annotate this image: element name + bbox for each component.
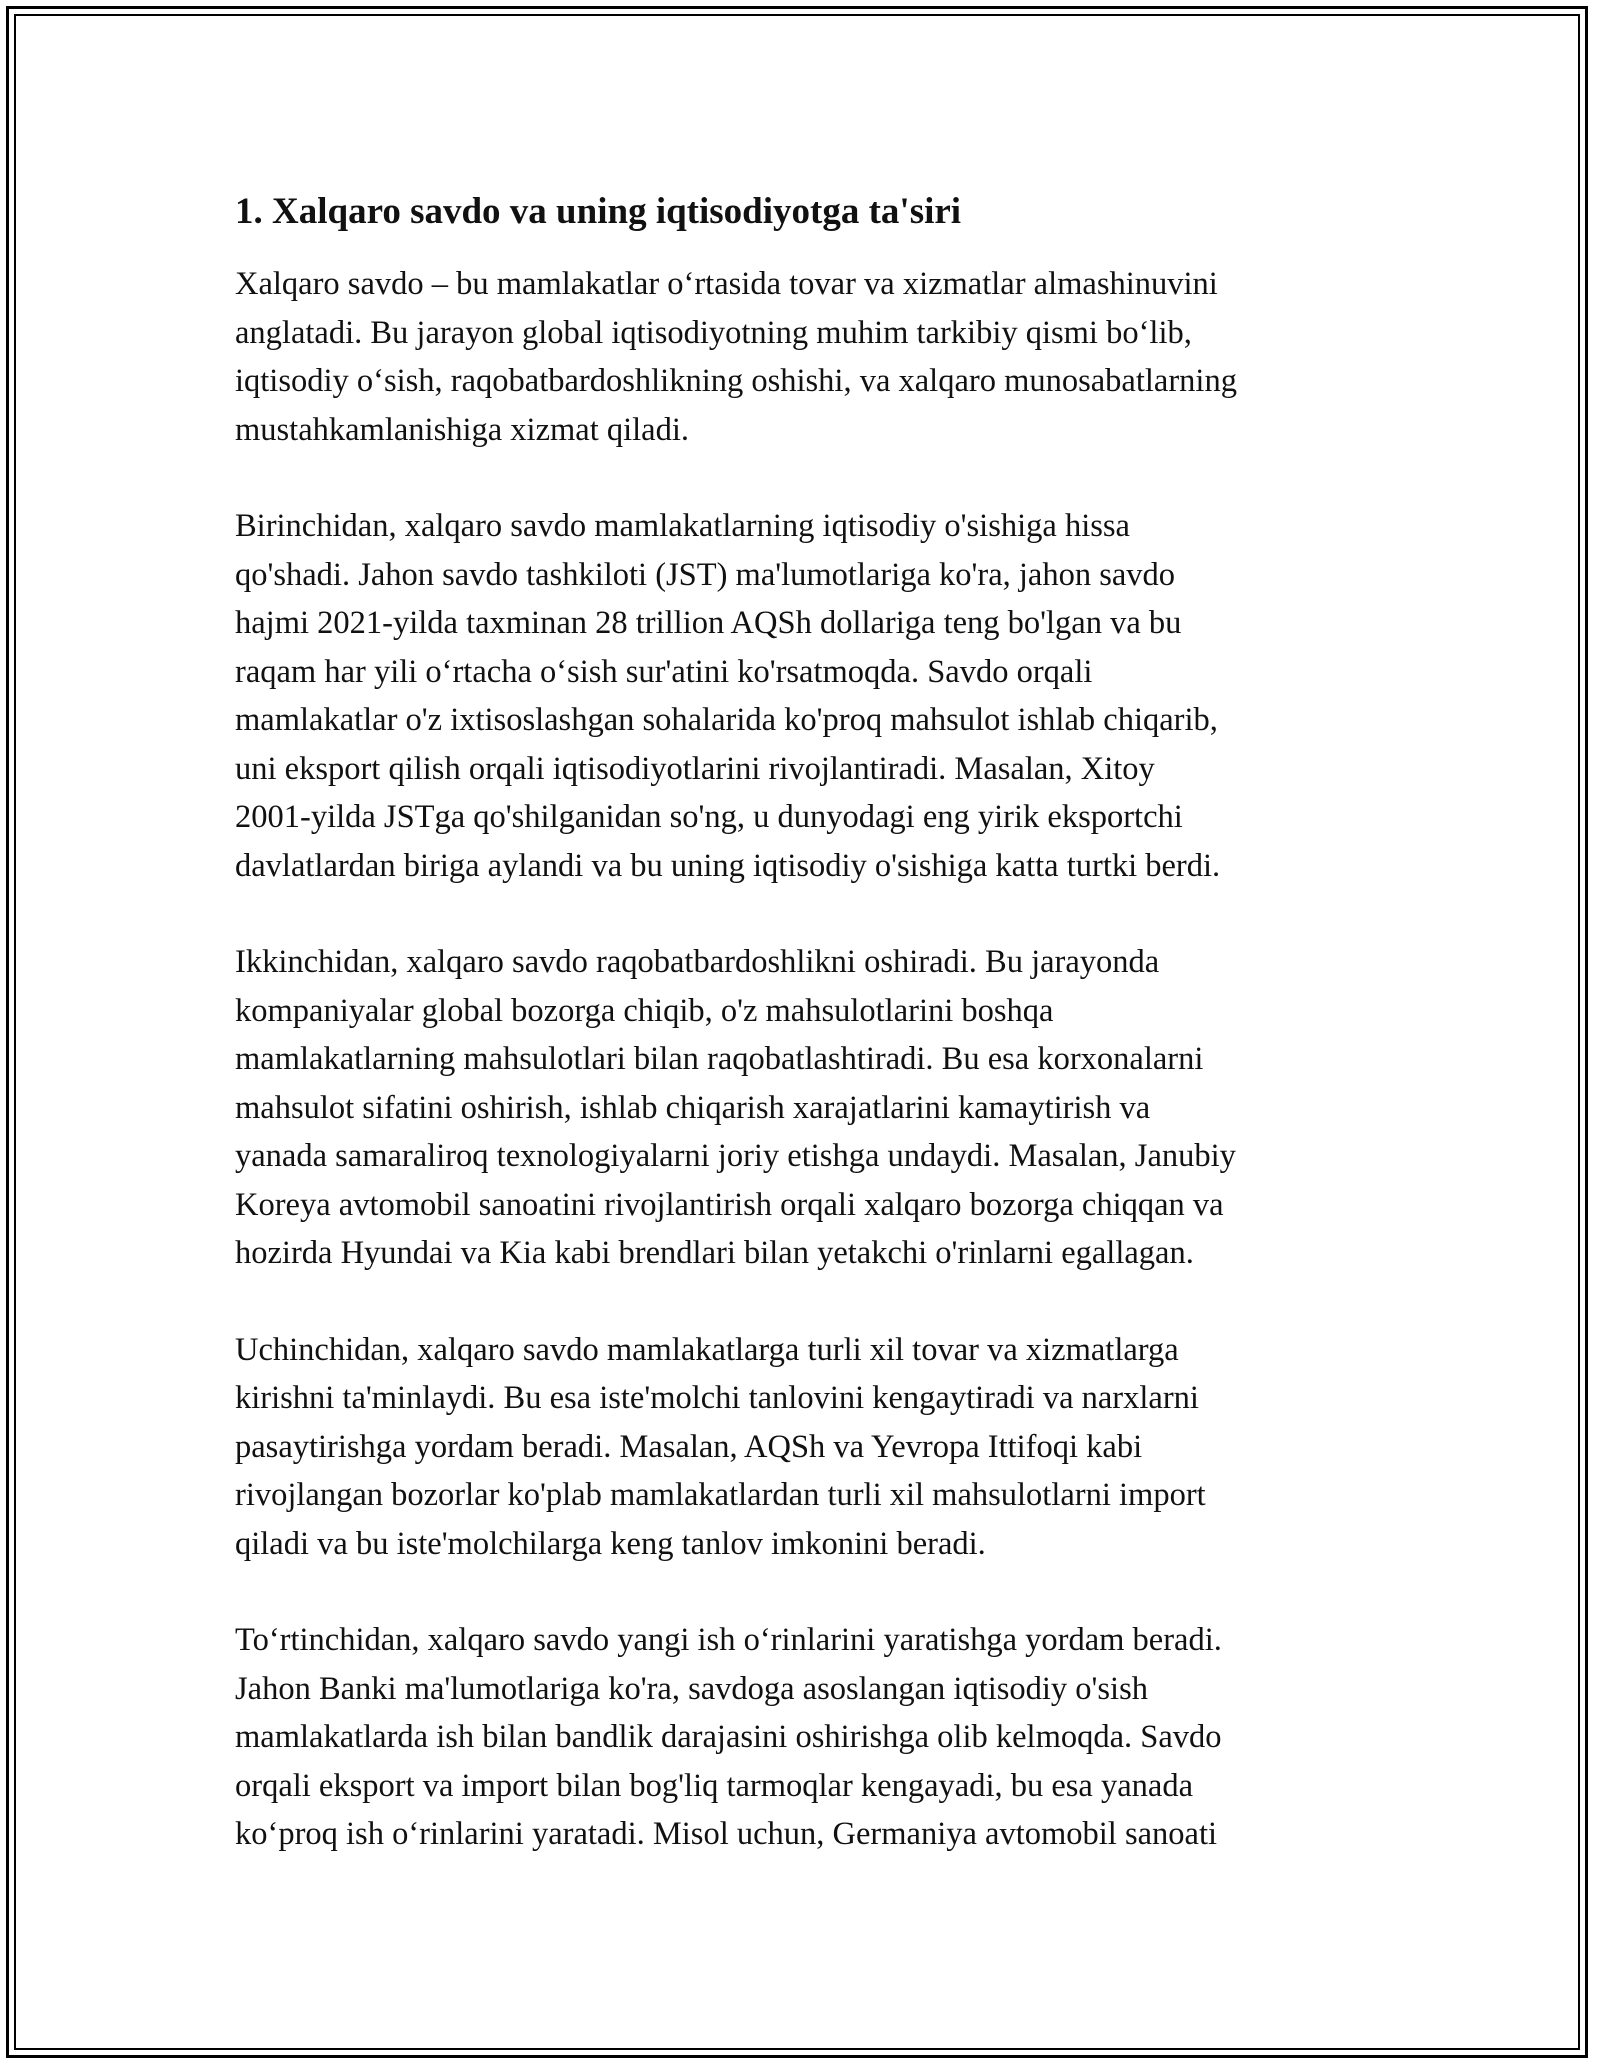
text-line: mamlakatlarda ish bilan bandlik darajasini oshirishga olib kelmoqda. Savdo bbox=[235, 1719, 1222, 1755]
text-line: kirishni ta'minlaydi. Bu esa iste'molchi tanlovini kengaytiradi va narxlarni bbox=[235, 1380, 1199, 1416]
paragraph-second-point bbox=[235, 938, 1385, 1278]
paragraph-third-point bbox=[235, 1326, 1385, 1569]
text-line: uni eksport qilish orqali iqtisodiyotlarini rivojlantiradi. Masalan, Xitoy bbox=[235, 750, 1155, 787]
text-line: Xalqaro savdo – bu mamlakatlar o‘rtasida tovar va xizmatlar almashinuvini bbox=[235, 266, 1218, 302]
text-line: yanada samaraliroq texnologiyalarni joriy etishga undaydi. Masalan, Janubiy bbox=[235, 1138, 1236, 1174]
text-line: kompaniyalar global bozorga chiqib, o'z mahsulotlarini boshqa bbox=[235, 992, 1054, 1029]
text-line: davlatlardan biriga aylandi va bu uning iqtisodiy o'sishiga katta turtki berdi. bbox=[235, 847, 1221, 884]
text-line: anglatadi. Bu jarayon global iqtisodiyotning muhim tarkibiy qismi bo‘lib, bbox=[235, 314, 1192, 351]
section-heading: 1. Xalqaro savdo va uning iqtisodiyotga ta'siri bbox=[235, 191, 962, 232]
text-line: Koreya avtomobil sanoatini rivojlantirish orqali xalqaro bozorga chiqqan va bbox=[235, 1186, 1224, 1223]
text-line: iqtisodiy o‘sish, raqobatbardoshlikning oshishi, va xalqaro munosabatlarning bbox=[235, 363, 1237, 399]
text-line: mustahkamlanishiga xizmat qiladi. bbox=[235, 411, 690, 448]
text-line: rivojlangan bozorlar ko'plab mamlakatlardan turli xil mahsulotlarni import bbox=[235, 1477, 1206, 1513]
text-line: mamlakatlar o'z ixtisoslashgan sohalarida ko'proq mahsulot ishlab chiqarib, bbox=[235, 702, 1218, 738]
text-line: 2001-yilda JSTga qo'shilganidan so'ng, u dunyodagi eng yirik eksportchi bbox=[235, 799, 1183, 835]
paragraph-first-point bbox=[235, 502, 1385, 890]
paragraph-intro bbox=[235, 260, 1385, 454]
paragraph-fourth-point bbox=[235, 1616, 1385, 1859]
text-line: orqali eksport va import bilan bog'liq tarmoqlar kengayadi, bu esa yanada bbox=[235, 1767, 1194, 1804]
text-line: Uchinchidan, xalqaro savdo mamlakatlarga turli xil tovar va xizmatlarga bbox=[235, 1331, 1179, 1368]
text-line: Jahon Banki ma'lumotlariga ko'ra, savdoga asoslangan iqtisodiy o'sish bbox=[235, 1670, 1148, 1707]
text-line: raqam har yili o‘rtacha o‘sish sur'atini ko'rsatmoqda. Savdo orqali bbox=[235, 653, 1093, 690]
document-body bbox=[235, 188, 1385, 1907]
text-line: pasaytirishga yordam beradi. Masalan, AQSh va Yevropa Ittifoqi kabi bbox=[235, 1428, 1143, 1465]
text-line: qiladi va bu iste'molchilarga keng tanlov imkonini beradi. bbox=[235, 1525, 986, 1562]
text-line: mahsulot sifatini oshirish, ishlab chiqarish xarajatlarini kamaytirish va bbox=[235, 1089, 1151, 1126]
text-line: To‘rtinchidan, xalqaro savdo yangi ish o‘rinlarini yaratishga yordam beradi. bbox=[235, 1622, 1222, 1658]
text-line: qo'shadi. Jahon savdo tashkiloti (JST) ma'lumotlariga ko'ra, jahon savdo bbox=[235, 556, 1176, 593]
text-line: hajmi 2021-yilda taxminan 28 trillion AQSh dollariga teng bo'lgan va bu bbox=[235, 605, 1182, 641]
text-line: hozirda Hyundai va Kia kabi brendlari bilan yetakchi o'rinlarni egallagan. bbox=[235, 1235, 1194, 1271]
text-line: ko‘proq ish o‘rinlarini yaratadi. Misol uchun, Germaniya avtomobil sanoati bbox=[235, 1816, 1217, 1852]
text-line: mamlakatlarning mahsulotlari bilan raqobatlashtiradi. Bu esa korxonalarni bbox=[235, 1041, 1204, 1077]
text-line: Birinchidan, xalqaro savdo mamlakatlarning iqtisodiy o'sishiga hissa bbox=[235, 508, 1130, 544]
text-line: Ikkinchidan, xalqaro savdo raqobatbardoshlikni oshiradi. Bu jarayonda bbox=[235, 944, 1160, 980]
